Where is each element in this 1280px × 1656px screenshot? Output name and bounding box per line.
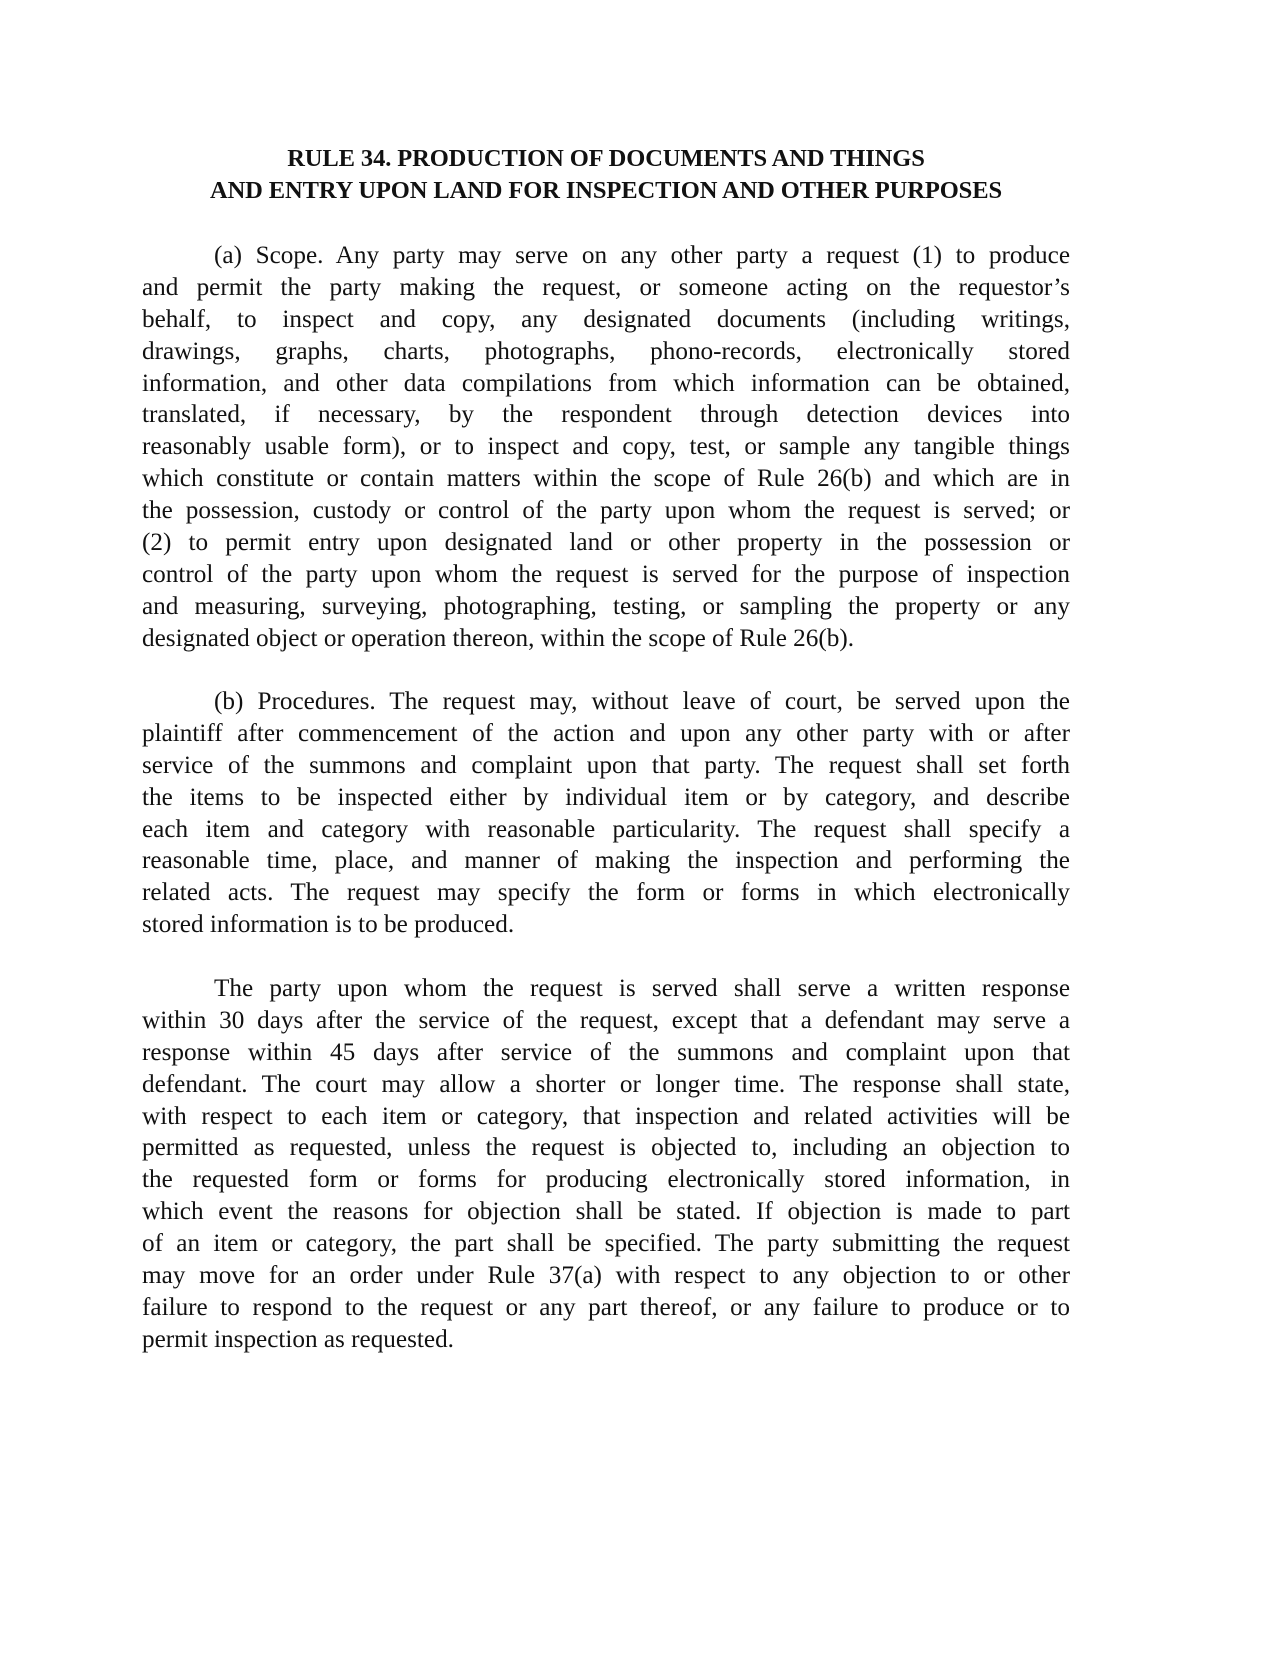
text-line: information, and other data compilations from which information can be obtained, — [142, 369, 1070, 397]
text-line: behalf, to inspect and copy, any designated documents (including writings, — [142, 305, 1070, 333]
paragraph-response — [142, 973, 1070, 1356]
paragraph-scope — [142, 240, 1070, 655]
text-line: which event the reasons for objection shall be stated. If objection is made to part — [142, 1198, 1070, 1226]
text-line: with respect to each item or category, that inspection and related activities will be — [142, 1102, 1070, 1130]
text-line: control of the party upon whom the request is served for the purpose of inspection — [142, 560, 1070, 588]
document-title-line-1: RULE 34. PRODUCTION OF DOCUMENTS AND THINGS — [287, 145, 925, 172]
text-line: the requested form or forms for producing electronically stored information, in — [142, 1166, 1070, 1194]
text-line: stored information is to be produced. — [142, 911, 515, 939]
text-line: failure to respond to the request or any part thereof, or any failure to produce or to — [142, 1293, 1070, 1321]
text-line: the items to be inspected either by individual item or by category, and describe — [142, 783, 1070, 811]
text-line: (b) Procedures. The request may, without leave of court, be served upon the — [214, 688, 1070, 715]
text-line: designated object or operation thereon, within the scope of Rule 26(b). — [142, 624, 855, 652]
text-line: reasonable time, place, and manner of making the inspection and performing the — [142, 847, 1070, 875]
text-line: The party upon whom the request is served shall serve a written response — [214, 975, 1070, 1002]
text-line: the possession, custody or control of the party upon whom the request is served; or — [142, 497, 1070, 525]
text-line: plaintiff after commencement of the action and upon any other party with or after — [142, 719, 1070, 747]
paragraph-procedures — [142, 686, 1070, 941]
text-line: each item and category with reasonable particularity. The request shall specify a — [142, 815, 1070, 843]
text-line: permitted as requested, unless the request is objected to, including an objection to — [142, 1134, 1070, 1162]
text-line: translated, if necessary, by the respondent through detection devices into — [142, 401, 1070, 429]
text-line: (2) to permit entry upon designated land or other property in the possession or — [142, 529, 1070, 557]
text-line: (a) Scope. Any party may serve on any other party a request (1) to produce — [214, 242, 1070, 269]
text-line: permit inspection as requested. — [142, 1325, 454, 1353]
text-line: and permit the party making the request, or someone acting on the requestor’s — [142, 273, 1070, 301]
text-line: may move for an order under Rule 37(a) with respect to any objection to or other — [142, 1262, 1070, 1290]
text-line: drawings, graphs, charts, photographs, phono-records, electronically stored — [142, 337, 1070, 365]
text-line: within 30 days after the service of the request, except that a defendant may serve a — [142, 1006, 1070, 1034]
text-line: which constitute or contain matters within the scope of Rule 26(b) and which are in — [142, 465, 1070, 493]
text-line: reasonably usable form), or to inspect and copy, test, or sample any tangible things — [142, 433, 1070, 461]
text-line: response within 45 days after service of the summons and complaint upon that — [142, 1038, 1070, 1066]
text-line: related acts. The request may specify the form or forms in which electronically — [142, 879, 1070, 907]
text-line: and measuring, surveying, photographing, testing, or sampling the property or any — [142, 592, 1070, 620]
document-title-line-2: AND ENTRY UPON LAND FOR INSPECTION AND OTHER PURPOSES — [210, 177, 1002, 204]
text-line: of an item or category, the part shall be specified. The party submitting the request — [142, 1230, 1070, 1258]
text-line: defendant. The court may allow a shorter or longer time. The response shall state, — [142, 1070, 1070, 1098]
text-line: service of the summons and complaint upon that party. The request shall set forth — [142, 751, 1070, 779]
